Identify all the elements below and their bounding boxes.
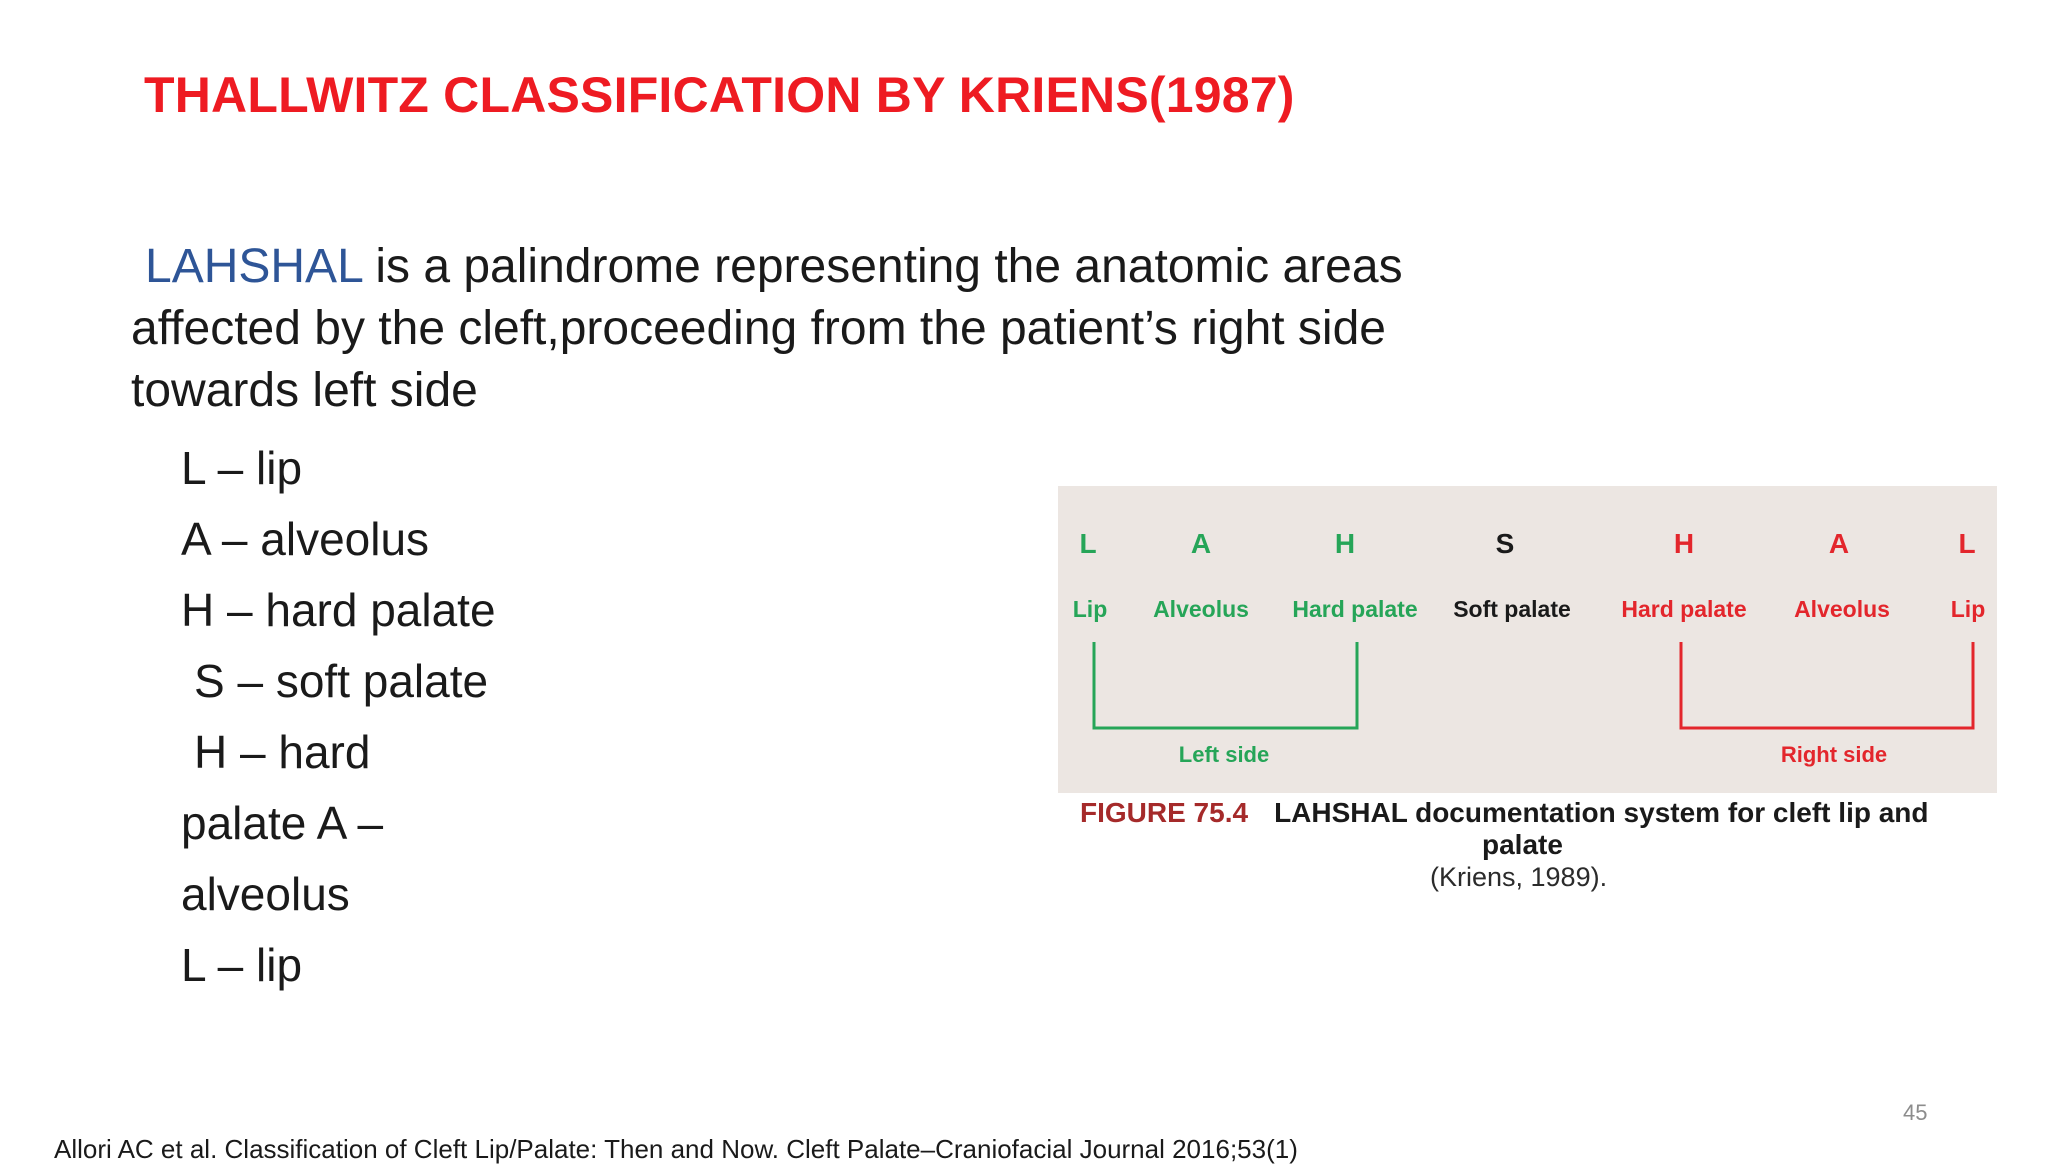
figure-number: FIGURE 75.4 (1080, 797, 1249, 828)
figure-label: Soft palate (1453, 596, 1571, 622)
figure-letter: H (1673, 528, 1695, 559)
page-number: 45 (1903, 1100, 1928, 1125)
figure-letter: L (1958, 528, 1976, 559)
left-side-label: Left side (1178, 742, 1270, 767)
caption-text: LAHSHAL documentation system for cleft lip and (1274, 797, 1929, 828)
list-item: palate A – (181, 797, 384, 849)
list-item: L – lip (181, 939, 303, 991)
intro-paragraph (131, 236, 1531, 422)
reference-footnote: Allori AC et al. Classification of Cleft Lip/Palate: Then and Now. Cleft Palate–Craniofacial Journal 2016;53(1) (54, 1134, 1298, 1164)
slide-title: THALLWITZ CLASSIFICATION BY KRIENS(1987) (144, 67, 1295, 123)
list-item: S – soft palate (194, 655, 489, 707)
list-item: L – lip (181, 442, 303, 494)
figure-label: Lip (1072, 596, 1108, 622)
intro-line-1-text: is a palindrome representing the anatomic areas (361, 240, 1403, 293)
intro-line-2: affected by the cleft,proceeding from the patient’s right side (131, 302, 1386, 355)
figure-letter: A (1828, 528, 1850, 559)
list-item: alveolus (181, 868, 350, 920)
right-side-bracket (1681, 642, 1973, 728)
intro-line-3: towards left side (131, 364, 478, 417)
list-item: H – hard palate (181, 584, 496, 636)
figure-label: Alveolus (1153, 596, 1249, 622)
figure-letter: H (1334, 528, 1356, 559)
right-side-label: Right side (1780, 742, 1888, 767)
list-item: H – hard (194, 726, 371, 778)
caption-text-line-2: palate (1482, 829, 1563, 860)
figure-label: Lip (1950, 596, 1986, 622)
list-item: A – alveolus (181, 513, 430, 565)
left-side-bracket (1094, 642, 1357, 728)
figure-letter: A (1190, 528, 1212, 559)
lahshal-figure (1058, 486, 1997, 793)
intro-line-1 (131, 236, 1531, 298)
figure-caption (1080, 796, 2000, 829)
figure-label: Alveolus (1794, 596, 1890, 622)
figure-letter: L (1079, 528, 1097, 559)
figure-label: Hard palate (1292, 596, 1418, 622)
figure-label: Hard palate (1621, 596, 1747, 622)
caption-citation: (Kriens, 1989). (1430, 862, 1608, 892)
figure-letter: S (1495, 528, 1515, 559)
lahshal-term: LAHSHAL (145, 240, 362, 293)
lahshal-list (181, 433, 496, 1001)
